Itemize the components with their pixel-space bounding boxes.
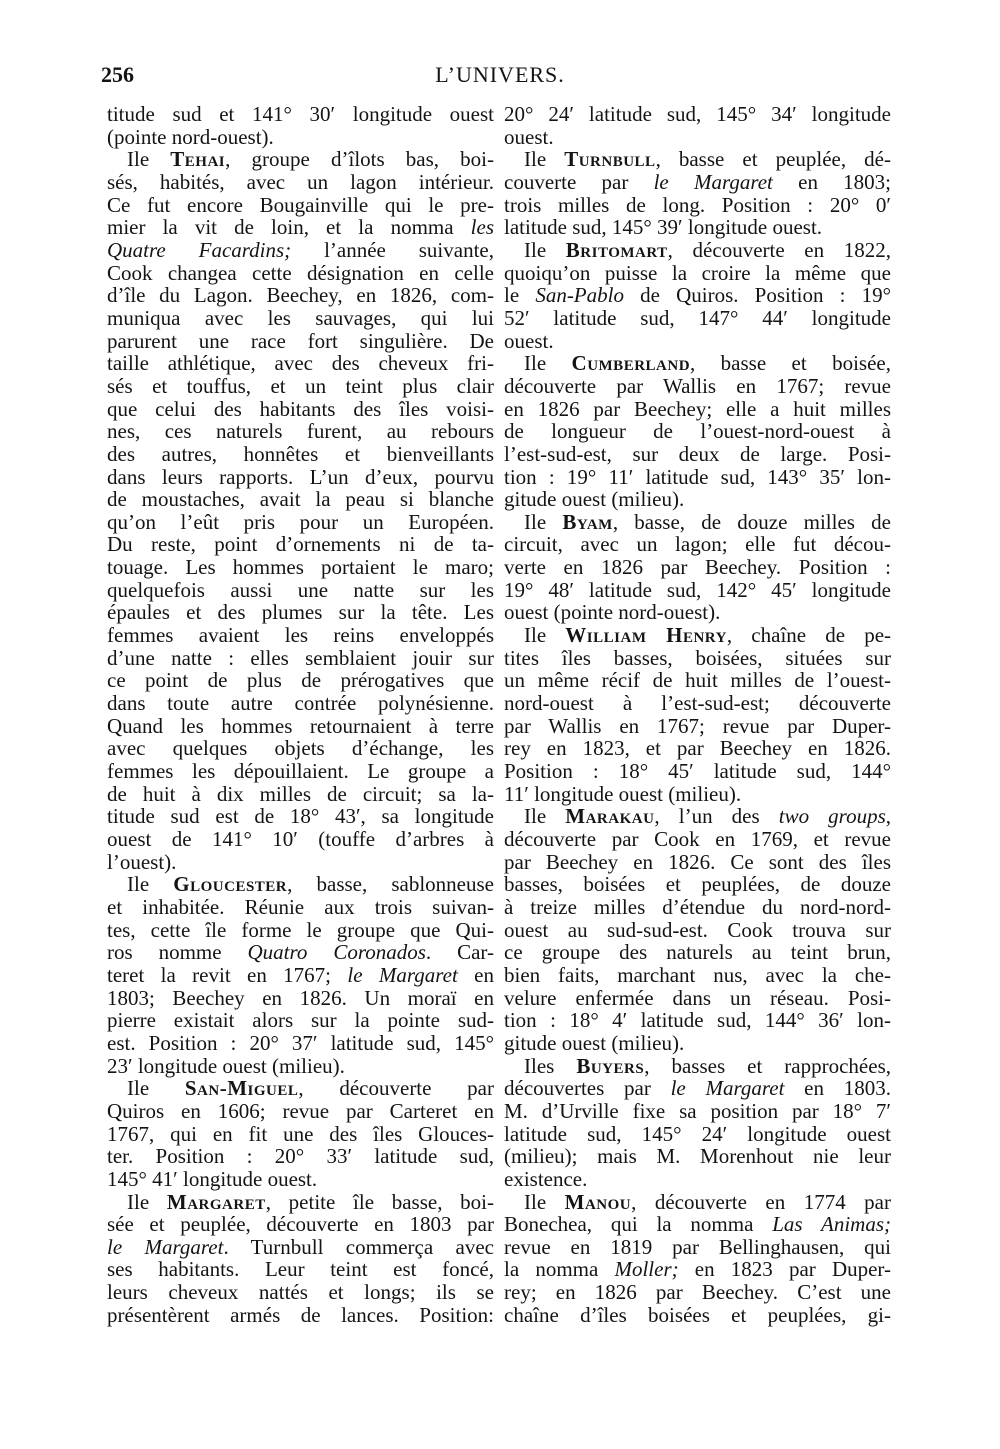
text-segment: découverte par Cook en 1769, et revue [504, 827, 891, 851]
text-line [504, 1236, 891, 1259]
text-segment: femmes avaient les reins enveloppés [107, 623, 494, 648]
text-line [107, 692, 494, 715]
text-line [504, 239, 891, 262]
text-segment: 23′ longitude ouest (milieu). [107, 1053, 345, 1078]
text-segment: de huit à dix milles de circuit; sa la- [107, 781, 494, 806]
text-segment: , l’un des [654, 804, 779, 829]
text-line [504, 284, 891, 307]
text-segment: latitude sud, 145° 24′ longitude ouest [504, 1121, 891, 1146]
text-line [107, 828, 494, 851]
text-segment: par Beechey en 1826. Ce sont des îles [504, 849, 891, 874]
text-line [504, 1077, 891, 1100]
text-segment: sés et touffus, et un teint plus clair [107, 373, 494, 398]
text-segment: sés, habités, avec un lagon intérieur. [107, 169, 494, 194]
italic-text: Quatro Coronados [247, 940, 426, 965]
italic-text: Las Animas; [772, 1212, 891, 1237]
text-line [504, 715, 891, 738]
text-segment: des autres, honnêtes et bienveillants [107, 441, 494, 466]
text-line [504, 1304, 891, 1327]
text-segment: titude sud est de 18° 43′, sa longitude [107, 804, 494, 829]
text-segment: , basse, de douze milles de [612, 509, 891, 534]
italic-text: le Margaret [107, 1234, 224, 1259]
text-segment: bien faits, marchant nus, avec la che- [504, 962, 891, 987]
text-segment: en [457, 962, 495, 987]
text-line [504, 556, 891, 579]
text-line [107, 1055, 494, 1078]
text-segment: , basses et rapprochées, [644, 1053, 891, 1078]
text-line [504, 1055, 891, 1078]
text-line [504, 579, 891, 602]
text-line [504, 1281, 891, 1304]
text-segment: en 1803; [772, 169, 892, 194]
text-segment: à treize milles d’étendue du nord-nord- [504, 894, 891, 919]
text-line [107, 964, 494, 987]
text-segment: Cook changea cette désignation en celle [107, 260, 494, 285]
text-segment: de moustaches, avait la peau si blanche [107, 487, 494, 512]
text-line [107, 443, 494, 466]
text-segment: Ile [524, 623, 566, 648]
running-title: L’UNIVERS. [435, 62, 565, 87]
text-line [504, 669, 891, 692]
text-segment: ce groupe des naturels au teint brun, [504, 940, 891, 965]
text-line [504, 148, 891, 171]
text-segment: l’ouest). [107, 849, 177, 874]
italic-text: le Margaret [670, 1076, 785, 1101]
text-line [107, 171, 494, 194]
text-line [107, 1077, 494, 1100]
text-line [107, 148, 494, 171]
text-line [504, 805, 891, 828]
text-line [107, 896, 494, 919]
text-line [107, 556, 494, 579]
right-column [504, 103, 891, 1326]
text-line [107, 1032, 494, 1055]
text-line [504, 126, 891, 149]
text-segment: M. d’Urville fixe sa position par 18° 7′ [504, 1098, 891, 1123]
text-segment: Position : 18° 45′ latitude sud, 144° [504, 759, 891, 784]
text-line [107, 1145, 494, 1168]
island-name: Gloucester [173, 872, 288, 897]
text-segment: Quiros en 1606; revue par Carteret en [107, 1098, 494, 1123]
text-line [504, 352, 891, 375]
text-line [107, 511, 494, 534]
text-segment: 1803; Beechey en 1826. Un moraï en [107, 985, 494, 1010]
text-line [504, 896, 891, 919]
text-segment: verte en 1826 par Beechey. Position : [504, 555, 891, 580]
text-line [107, 647, 494, 670]
text-segment: taille athlétique, avec des cheveux fri- [107, 351, 494, 376]
text-segment: avec quelques objets d’échange, les [107, 736, 494, 761]
text-segment: Ile [127, 872, 174, 897]
text-segment: Ile [524, 804, 566, 829]
text-line [107, 1191, 494, 1214]
text-line [107, 262, 494, 285]
text-segment: qu’on l’eût pris pour un Européen. [107, 509, 494, 534]
text-line [504, 1123, 891, 1146]
text-segment: , basse et boisée, [690, 351, 891, 376]
left-column [107, 103, 494, 1326]
text-segment: ouest (pointe nord-ouest). [504, 600, 721, 625]
text-line [107, 103, 494, 126]
text-line [107, 488, 494, 511]
text-line [107, 601, 494, 624]
text-segment: muniqua avec les sauvages, qui lui [107, 305, 494, 330]
text-segment: existence. [504, 1166, 588, 1191]
island-name: Margaret [166, 1189, 266, 1214]
text-segment: Quand les hommes retournaient à terre [107, 713, 494, 738]
text-segment: découverte par Wallis en 1767; revue [504, 373, 891, 398]
text-segment: nord-ouest à l’est-sud-est; découverte [504, 691, 891, 716]
text-segment: la nomma [504, 1257, 615, 1282]
italic-text: le Margaret [347, 962, 458, 987]
text-segment: l’année suivante, [291, 237, 494, 262]
text-segment: femmes les dépouillaient. Le groupe a [107, 759, 494, 784]
text-line [107, 307, 494, 330]
text-segment: tion : 19° 11′ latitude sud, 143° 35′ lon- [504, 464, 891, 489]
text-segment: 19° 48′ latitude sud, 142° 45′ longitude [504, 577, 891, 602]
text-line [504, 511, 891, 534]
text-line [107, 941, 494, 964]
text-line [504, 692, 891, 715]
text-segment: quoiqu’on puisse la croire la même que [504, 260, 891, 285]
text-segment: quelquefois aussi une natte sur les [107, 577, 494, 602]
text-segment: leurs cheveux nattés et longs; ils se [107, 1280, 494, 1305]
text-line [107, 1009, 494, 1032]
text-segment: rey; en 1826 par Beechey. C’est une [504, 1280, 891, 1305]
text-segment: , petite île basse, boi- [265, 1189, 495, 1214]
text-segment: Ile [524, 147, 565, 172]
text-line [504, 1100, 891, 1123]
italic-text: two groups [778, 804, 886, 829]
text-line [504, 1145, 891, 1168]
text-segment: 145° 41′ longitude ouest. [107, 1166, 318, 1191]
text-line [504, 171, 891, 194]
text-line [504, 919, 891, 942]
text-segment: par Wallis en 1767; revue par Duper- [504, 713, 891, 738]
italic-text: le Margaret [653, 169, 773, 194]
text-line [504, 1009, 891, 1032]
text-line [107, 1281, 494, 1304]
text-segment: Bonechea, qui la nomma [504, 1212, 773, 1237]
text-segment: revue en 1819 par Bellinghausen, qui [504, 1234, 891, 1259]
text-line [107, 760, 494, 783]
text-segment: . Turnbull commerça avec [223, 1234, 494, 1259]
text-line [107, 1123, 494, 1146]
text-segment: Ile [524, 237, 566, 262]
text-segment: nes, ces naturels furent, au rebours [107, 419, 494, 444]
text-line [107, 1168, 494, 1191]
text-segment: , basse, sablonneuse [287, 872, 494, 897]
island-name: Manou [564, 1189, 632, 1214]
text-line [504, 466, 891, 489]
text-line [107, 1100, 494, 1123]
text-segment: Ile [524, 1189, 565, 1214]
text-line [504, 488, 891, 511]
text-line [107, 737, 494, 760]
text-line [504, 398, 891, 421]
text-segment: tion : 18° 4′ latitude sud, 144° 36′ lon- [504, 1008, 891, 1033]
text-segment: , [885, 804, 891, 829]
text-line [504, 262, 891, 285]
text-segment: mier la vit de loin, et la nomma [107, 215, 471, 240]
text-line [107, 375, 494, 398]
text-segment: ouest au sud-sud-est. Cook trouva sur [504, 917, 891, 942]
text-segment: , découverte en 1774 par [631, 1189, 891, 1214]
text-line [107, 579, 494, 602]
text-line [504, 1191, 891, 1214]
text-segment: en 1823 par Duper- [678, 1257, 891, 1282]
page-number: 256 [101, 62, 134, 87]
text-segment: rey en 1823, et par Beechey en 1826. [504, 736, 891, 761]
island-name: Cumberland [571, 351, 691, 376]
text-line [107, 194, 494, 217]
text-segment: circuit, avec un lagon; elle fut décou- [504, 532, 891, 557]
text-line [107, 1304, 494, 1327]
text-segment: en 1803. [784, 1076, 891, 1101]
text-line [107, 851, 494, 874]
text-line [107, 1213, 494, 1236]
text-line [107, 1236, 494, 1259]
island-name: Tehai [170, 147, 226, 172]
text-segment: , basse et peuplée, dé- [655, 147, 891, 172]
text-line [107, 126, 494, 149]
text-segment: ouest. [504, 124, 554, 149]
text-line [504, 533, 891, 556]
text-segment: 11′ longitude ouest (milieu). [504, 781, 742, 806]
text-segment: dans leurs rapports. L’un d’eux, pourvu [107, 464, 494, 489]
island-name: Britomart [565, 237, 668, 262]
text-segment: Ile [127, 1076, 185, 1101]
text-line [504, 828, 891, 851]
text-line [107, 624, 494, 647]
text-segment: ouest. [504, 328, 554, 353]
text-segment: Ile [127, 1189, 167, 1214]
text-segment: titude sud et 141° 30′ longitude ouest [107, 102, 494, 126]
text-segment: , découverte par [298, 1076, 494, 1101]
text-segment: ce point de plus de prérogatives que [107, 668, 494, 693]
text-line [107, 420, 494, 443]
text-line [504, 103, 891, 126]
text-segment: velure enfermée dans un réseau. Posi- [504, 985, 891, 1010]
text-segment: , groupe d’îlots bas, boi- [225, 147, 494, 172]
text-segment: Du reste, point d’ornements ni de ta- [107, 532, 494, 557]
text-segment: de Quiros. Position : 19° [623, 283, 892, 308]
text-segment: , chaîne de pe- [726, 623, 892, 648]
text-line [504, 873, 891, 896]
text-segment: tites îles basses, boisées, situées sur [504, 645, 891, 670]
text-line [504, 783, 891, 806]
text-segment: 52′ latitude sud, 147° 44′ longitude [504, 305, 891, 330]
text-line [107, 873, 494, 896]
italic-text: les [470, 215, 494, 240]
text-segment: sée et peuplée, découverte en 1803 par [107, 1212, 494, 1237]
text-line [504, 330, 891, 353]
text-segment: 1767, qui en fit une des îles Glouces- [107, 1121, 494, 1146]
text-segment: l’est-sud-est, sur deux de large. Posi- [504, 441, 891, 466]
text-line [504, 941, 891, 964]
text-segment: ouest de 141° 10′ (touffe d’arbres à [107, 827, 494, 851]
text-line [504, 307, 891, 330]
text-line [504, 194, 891, 217]
text-segment: Iles [524, 1053, 577, 1078]
text-segment: ros nomme [107, 940, 248, 965]
text-line [107, 805, 494, 828]
text-line [504, 443, 891, 466]
text-segment: en 1826 par Beechey; elle a huit milles [504, 396, 891, 421]
text-segment: est. Position : 20° 37′ latitude sud, 145° [107, 1030, 494, 1055]
text-line [107, 284, 494, 307]
text-segment: 20° 24′ latitude sud, 145° 34′ longitude [504, 102, 891, 126]
text-line [504, 737, 891, 760]
text-line [107, 216, 494, 239]
text-segment: touage. Les hommes portaient le maro; [107, 555, 494, 580]
text-segment: (milieu); mais M. Morenhout nie leur [504, 1144, 891, 1169]
text-segment: gitude ouest (milieu). [504, 487, 685, 512]
italic-text: Quatre Facardins; [107, 237, 292, 262]
text-line [504, 420, 891, 443]
text-line [107, 239, 494, 262]
text-segment: découvertes par [504, 1076, 671, 1101]
text-line [504, 760, 891, 783]
text-line [107, 352, 494, 375]
text-line [504, 647, 891, 670]
italic-text: Moller; [614, 1257, 679, 1282]
text-segment: , découverte en 1822, [667, 237, 891, 262]
text-segment: d’une natte : elles semblaient jouir sur [107, 645, 494, 670]
island-name: William Henry [565, 623, 727, 648]
text-segment: trois milles de long. Position : 20° 0′ [504, 192, 891, 217]
text-segment: Ile [524, 351, 572, 376]
text-segment: couverte par [504, 169, 654, 194]
island-name: Buyers [576, 1053, 645, 1078]
text-segment: parurent une race fort singulière. De [107, 328, 494, 353]
text-segment: présentèrent armés de lances. Position: [107, 1302, 494, 1327]
text-segment: (pointe nord-ouest). [107, 124, 274, 149]
text-segment: Ile [524, 509, 563, 534]
text-line [107, 783, 494, 806]
text-line [504, 851, 891, 874]
text-segment: Ile [127, 147, 171, 172]
text-segment: ses habitants. Leur teint est foncé, [107, 1257, 494, 1282]
text-segment: Ce fut encore Bougainville qui le pre- [107, 192, 494, 217]
text-segment: pierre existait alors sur la pointe sud- [107, 1008, 494, 1033]
text-segment: gitude ouest (milieu). [504, 1030, 685, 1055]
text-line [107, 919, 494, 942]
island-name: San-Miguel [184, 1076, 299, 1101]
text-segment: ter. Position : 20° 33′ latitude sud, [107, 1144, 494, 1169]
text-line [504, 987, 891, 1010]
text-line [504, 624, 891, 647]
text-segment: un même récif de huit milles de l’ouest- [504, 668, 891, 693]
text-line [107, 533, 494, 556]
text-line [107, 466, 494, 489]
italic-text: San-Pablo [535, 283, 624, 308]
text-line [107, 715, 494, 738]
text-segment: épaules et des plumes sur la tête. Les [107, 600, 494, 625]
text-segment: teret la revit en 1767; [107, 962, 348, 987]
text-line [504, 1168, 891, 1191]
text-segment: le [504, 283, 536, 308]
island-name: Marakau [565, 804, 655, 829]
text-line [107, 330, 494, 353]
text-line [504, 1213, 891, 1236]
text-segment: et inhabitée. Réunie aux trois suivan- [107, 894, 494, 919]
text-segment: . Car- [425, 940, 494, 965]
island-name: Turnbull [564, 147, 656, 172]
text-line [107, 669, 494, 692]
text-line [504, 601, 891, 624]
text-line [107, 1258, 494, 1281]
text-line [504, 216, 891, 239]
text-line [107, 987, 494, 1010]
text-line [504, 1032, 891, 1055]
text-segment: tes, cette île forme le groupe que Qui- [107, 917, 494, 942]
text-line [107, 398, 494, 421]
text-segment: basses, boisées et peuplées, de douze [504, 872, 891, 897]
text-segment: latitude sud, 145° 39′ longitude ouest. [504, 215, 823, 240]
text-segment: dans toute autre contrée polynésienne. [107, 691, 494, 716]
text-segment: d’île du Lagon. Beechey, en 1826, com- [107, 283, 494, 308]
island-name: Byam [562, 509, 613, 534]
text-line [504, 964, 891, 987]
text-line [504, 1258, 891, 1281]
text-segment: chaîne d’îles boisées et peuplées, gi- [504, 1302, 891, 1327]
text-line [504, 375, 891, 398]
text-segment: de longueur de l’ouest-nord-ouest à [504, 419, 891, 444]
text-segment: que celui des habitants des îles voisi- [107, 396, 494, 421]
